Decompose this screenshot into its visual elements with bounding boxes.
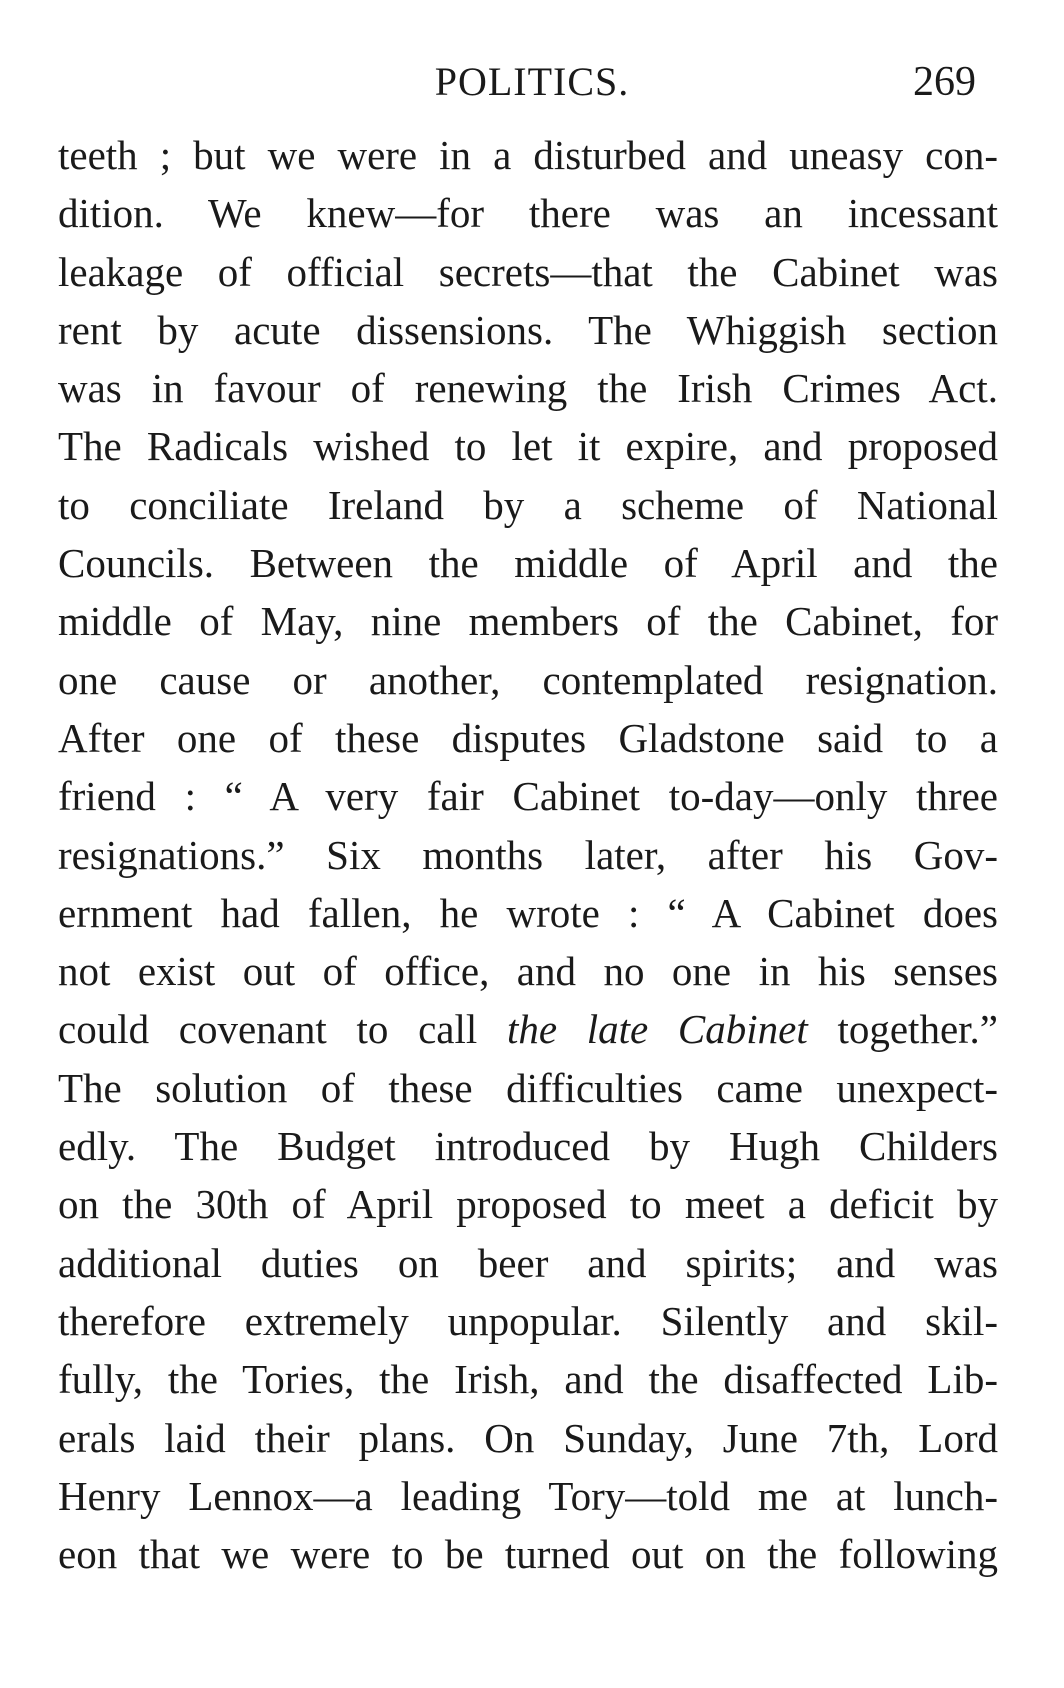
text-line: After one of these disputes Gladstone said to a	[58, 714, 998, 761]
text-line: resignations.” Six months later, after his Gov-	[58, 831, 998, 878]
text-line: The Radicals wished to let it expire, and proposed	[58, 423, 998, 470]
text-line: Councils. Between the middle of April and the	[58, 540, 998, 587]
text-line: additional duties on beer and spirits; and was	[58, 1239, 998, 1286]
text-line: The solution of these difficulties came unexpect-	[58, 1064, 998, 1111]
text-segment: together.”	[807, 1006, 998, 1053]
italic-segment: the late Cabinet	[506, 1006, 808, 1053]
text-line: Henry Lennox—a leading Tory—told me at lunch-	[58, 1472, 998, 1519]
text-line: middle of May, nine members of the Cabinet, for	[58, 598, 998, 645]
text-line: dition. We knew—for there was an incessant	[58, 190, 998, 237]
text-line: teeth ; but we were in a disturbed and uneasy con-	[58, 132, 998, 178]
text-line: ernment had fallen, he wrote : “ A Cabinet does	[58, 889, 998, 936]
text-line: was in favour of renewing the Irish Crimes Act.	[58, 365, 998, 412]
running-title: POLITICS.	[434, 59, 630, 104]
text-line-with-italic	[58, 1000, 998, 1058]
text-segment: could covenant to call	[58, 1006, 507, 1053]
text-line: eon that we were to be turned out on the following	[58, 1531, 998, 1578]
page-number: 269	[913, 59, 976, 105]
text-line: on the 30th of April proposed to meet a deficit by	[58, 1181, 998, 1228]
text-line: edly. The Budget introduced by Hugh Childers	[58, 1123, 998, 1170]
text-line: not exist out of office, and no one in his senses	[58, 948, 998, 995]
text-line: one cause or another, contemplated resignation.	[58, 656, 998, 703]
text-line: to conciliate Ireland by a scheme of National	[58, 481, 998, 528]
text-line: leakage of official secrets—that the Cabinet was	[58, 248, 998, 295]
text-line: fully, the Tories, the Irish, and the disaffected Lib-	[58, 1356, 998, 1403]
text-line: friend : “ A very fair Cabinet to-day—only three	[58, 773, 998, 820]
body-text	[58, 126, 998, 1583]
running-head	[0, 52, 1064, 112]
text-line: therefore extremely unpopular. Silently and skil-	[58, 1297, 998, 1344]
text-line: erals laid their plans. On Sunday, June 7th, Lord	[58, 1414, 998, 1461]
text-line: rent by acute dissensions. The Whiggish section	[58, 306, 998, 353]
